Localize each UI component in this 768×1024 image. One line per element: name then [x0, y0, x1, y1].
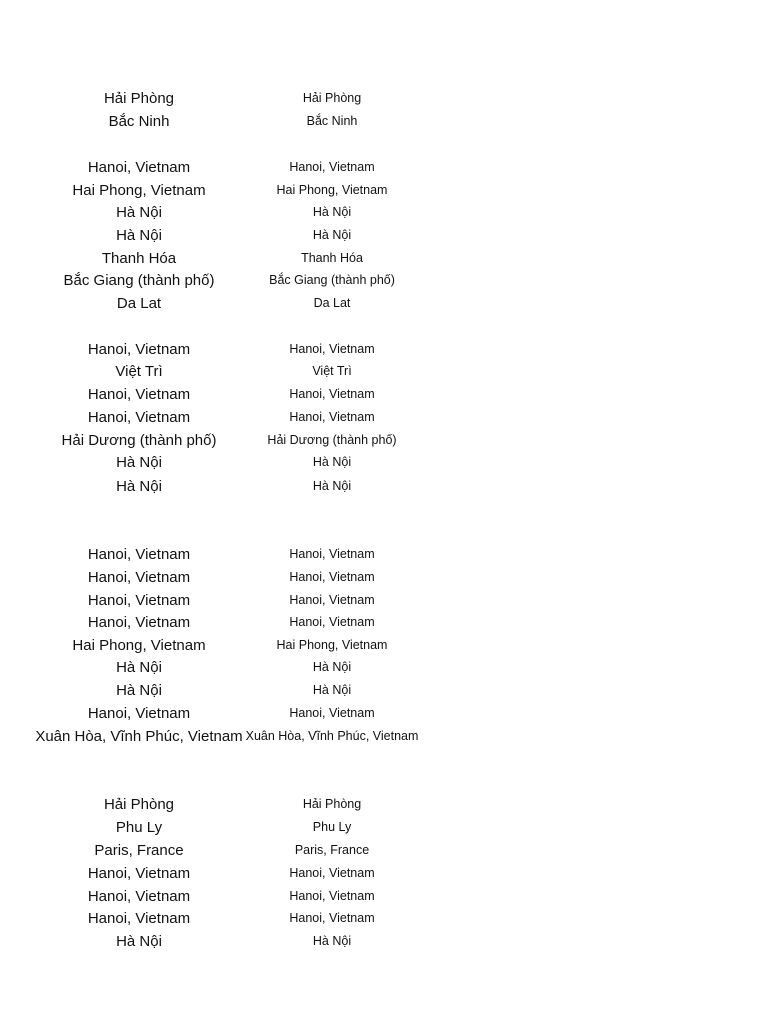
- table-row: [0, 269, 768, 292]
- location-cell: Hà Nội: [116, 477, 162, 495]
- location-copy-text: Hanoi, Vietnam: [289, 341, 375, 356]
- location-copy-cell: [258, 360, 406, 383]
- location-cell: Hanoi, Vietnam: [87, 568, 191, 586]
- location-copy-cell: [258, 269, 406, 292]
- table-row: [0, 611, 768, 634]
- location-cell: Hanoi, Vietnam: [87, 909, 191, 927]
- location-copy-text: Hanoi, Vietnam: [289, 614, 375, 629]
- location-copy-cell: [258, 110, 406, 133]
- location-cell: Hà Nội: [116, 681, 162, 699]
- table-row: [0, 247, 768, 270]
- location-copy-text: Hanoi, Vietnam: [289, 386, 375, 401]
- location-copy-text: Hà Nội: [312, 227, 352, 242]
- location-copy-text: Bắc Giang (thành phố): [269, 272, 395, 287]
- table-row: [0, 429, 768, 452]
- table-row: [0, 224, 768, 247]
- location-copy-text: Hanoi, Vietnam: [289, 888, 375, 903]
- table-row: [0, 930, 768, 953]
- location-copy-text: Hải Phòng: [302, 90, 362, 105]
- table-row: [0, 679, 768, 702]
- location-cell: Da Lat: [116, 294, 162, 312]
- table-row: [0, 110, 768, 133]
- location-copy-text: Hà Nội: [312, 682, 352, 697]
- location-copy-text: Việt Trì: [312, 363, 352, 378]
- location-cell: Hanoi, Vietnam: [87, 591, 191, 609]
- table-row: [0, 702, 768, 725]
- location-cell: Hải Phòng: [103, 795, 175, 813]
- location-cell: Bắc Ninh: [108, 112, 170, 130]
- table-row: [0, 589, 768, 612]
- location-cell: Hải Phòng: [103, 89, 175, 107]
- location-cell: Thanh Hóa: [101, 249, 177, 267]
- table-row: [0, 87, 768, 110]
- location-copy-cell: [258, 634, 406, 657]
- location-copy-cell: [258, 907, 406, 930]
- location-cell: Việt Trì: [115, 362, 163, 380]
- location-copy-cell: [258, 383, 406, 406]
- location-copy-cell: [258, 543, 406, 566]
- location-copy-cell: [258, 679, 406, 702]
- table-row: [0, 862, 768, 885]
- location-copy-cell: [258, 885, 406, 908]
- table-row: [0, 475, 768, 498]
- location-cell: Hải Dương (thành phố): [61, 431, 217, 449]
- location-cell: Hanoi, Vietnam: [87, 385, 191, 403]
- location-cell: Hanoi, Vietnam: [87, 408, 191, 426]
- location-copy-text: Da Lat: [313, 295, 351, 310]
- table-row: [0, 179, 768, 202]
- location-cell: Hà Nội: [116, 226, 162, 244]
- location-copy-cell: [258, 451, 406, 474]
- location-copy-cell: [258, 156, 406, 179]
- table-row: [0, 406, 768, 429]
- location-copy-text: Hanoi, Vietnam: [289, 910, 375, 925]
- table-row: [0, 292, 768, 315]
- location-copy-cell: [258, 475, 406, 498]
- table-row: [0, 543, 768, 566]
- location-cell: Hà Nội: [116, 932, 162, 950]
- location-copy-text: Hải Phòng: [302, 796, 362, 811]
- location-copy-text: Hà Nội: [312, 659, 352, 674]
- location-copy-cell: [258, 702, 406, 725]
- location-copy-cell: [258, 406, 406, 429]
- location-cell: Hanoi, Vietnam: [87, 158, 191, 176]
- table-row: [0, 451, 768, 474]
- location-copy-cell: [258, 816, 406, 839]
- location-cell: Bắc Giang (thành phố): [63, 271, 215, 289]
- location-copy-text: Hanoi, Vietnam: [289, 546, 375, 561]
- table-row: [0, 839, 768, 862]
- location-cell: Hanoi, Vietnam: [87, 704, 191, 722]
- table-row: [0, 656, 768, 679]
- location-copy-cell: [258, 179, 406, 202]
- location-copy-cell: [258, 87, 406, 110]
- table-row: [0, 793, 768, 816]
- location-copy-text: Hanoi, Vietnam: [289, 865, 375, 880]
- location-copy-text: Hai Phong, Vietnam: [276, 637, 388, 652]
- location-cell: Hà Nội: [116, 203, 162, 221]
- location-copy-text: Hà Nội: [312, 478, 352, 493]
- location-copy-text: Hanoi, Vietnam: [289, 592, 375, 607]
- location-cell: Paris, France: [94, 841, 184, 859]
- location-cell: Hanoi, Vietnam: [87, 864, 191, 882]
- location-copy-text: Hanoi, Vietnam: [289, 409, 375, 424]
- location-copy-text: Hanoi, Vietnam: [289, 159, 375, 174]
- location-copy-cell: [258, 566, 406, 589]
- location-copy-cell: [258, 656, 406, 679]
- location-copy-cell: [258, 224, 406, 247]
- location-cell: Hai Phong, Vietnam: [72, 636, 206, 654]
- location-copy-cell: [258, 862, 406, 885]
- location-copy-cell: [258, 589, 406, 612]
- location-copy-cell: [258, 930, 406, 953]
- table-row: [0, 156, 768, 179]
- table-row: [0, 907, 768, 930]
- location-copy-cell: [258, 247, 406, 270]
- location-copy-text: Hà Nội: [312, 454, 352, 469]
- location-cell: Hanoi, Vietnam: [87, 545, 191, 563]
- location-copy-text: Hai Phong, Vietnam: [276, 182, 388, 197]
- table-row: [0, 634, 768, 657]
- location-cell: Hà Nội: [116, 658, 162, 676]
- table-row: [0, 885, 768, 908]
- location-copy-text: Thanh Hóa: [301, 250, 363, 265]
- location-copy-text: Paris, France: [294, 842, 370, 857]
- location-copy-cell: [258, 429, 406, 452]
- table-row: [0, 338, 768, 361]
- location-copy-cell: [258, 292, 406, 315]
- table-row: [0, 360, 768, 383]
- location-cell: Phu Ly: [115, 818, 163, 836]
- location-copy-text: Bắc Ninh: [306, 113, 358, 128]
- location-cell: Hai Phong, Vietnam: [72, 181, 206, 199]
- location-cell: Hanoi, Vietnam: [87, 887, 191, 905]
- table-row: [0, 566, 768, 589]
- table-row: [0, 201, 768, 224]
- location-copy-cell: [258, 201, 406, 224]
- location-copy-cell: [258, 793, 406, 816]
- location-copy-cell: [258, 839, 406, 862]
- table-row: [0, 383, 768, 406]
- location-copy-text: Hanoi, Vietnam: [289, 569, 375, 584]
- location-cell: Hanoi, Vietnam: [87, 340, 191, 358]
- location-copy-cell: [258, 338, 406, 361]
- location-copy-text: Hải Dương (thành phố): [267, 432, 397, 447]
- location-copy-text: Phu Ly: [312, 819, 352, 834]
- location-copy-cell: [245, 725, 419, 748]
- location-cell: Hanoi, Vietnam: [87, 613, 191, 631]
- location-copy-cell: [258, 611, 406, 634]
- location-copy-text: Hà Nội: [312, 933, 352, 948]
- location-copy-text: Xuân Hòa, Vĩnh Phúc, Vietnam: [245, 728, 419, 743]
- location-copy-text: Hà Nội: [312, 204, 352, 219]
- location-copy-text: Hanoi, Vietnam: [289, 705, 375, 720]
- location-cell: Xuân Hòa, Vĩnh Phúc, Vietnam: [35, 727, 243, 745]
- table-row: [0, 725, 768, 748]
- table-row: [0, 816, 768, 839]
- location-cell: Hà Nội: [116, 453, 162, 471]
